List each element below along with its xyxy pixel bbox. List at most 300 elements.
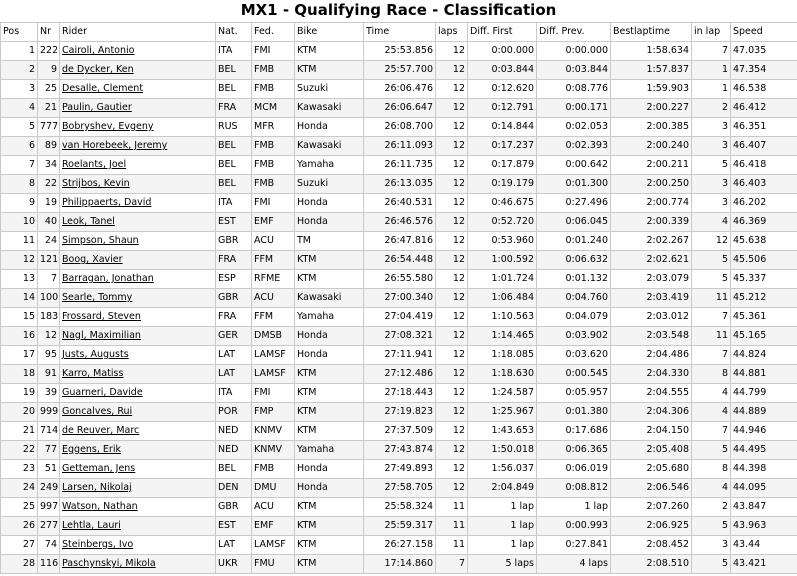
- nr-cell: 40: [38, 213, 60, 232]
- table-row: [1, 365, 797, 384]
- nat-cell: BEL: [216, 61, 252, 80]
- rider-link[interactable]: Goncalves, Rui: [60, 403, 216, 422]
- diff-prev-cell: 0:08.776: [537, 80, 611, 99]
- pos-cell: 22: [1, 441, 38, 460]
- nr-cell: 89: [38, 137, 60, 156]
- table-row: [1, 99, 797, 118]
- rider-link[interactable]: Karro, Matiss: [60, 365, 216, 384]
- time-cell: 26:08.700: [364, 118, 436, 137]
- diff-prev-cell: 0:08.812: [537, 479, 611, 498]
- pos-cell: 20: [1, 403, 38, 422]
- time-cell: 27:08.321: [364, 327, 436, 346]
- in-lap-cell: 3: [692, 194, 731, 213]
- fed-cell: FMI: [252, 42, 295, 61]
- table-row: [1, 118, 797, 137]
- nr-cell: 121: [38, 251, 60, 270]
- rider-link[interactable]: Eggens, Erik: [60, 441, 216, 460]
- bestlaptime-cell: 2:00.339: [611, 213, 692, 232]
- bike-cell: Honda: [295, 346, 364, 365]
- rider-link[interactable]: Paulin, Gautier: [60, 99, 216, 118]
- table-row: [1, 61, 797, 80]
- rider-link[interactable]: Searle, Tommy: [60, 289, 216, 308]
- bike-cell: KTM: [295, 42, 364, 61]
- diff-first-cell: 0:00.000: [468, 42, 537, 61]
- in-lap-cell: 12: [692, 232, 731, 251]
- time-cell: 26:54.448: [364, 251, 436, 270]
- table-row: [1, 270, 797, 289]
- speed-cell: 45.361: [731, 308, 797, 327]
- in-lap-cell: 7: [692, 422, 731, 441]
- laps-cell: 11: [436, 517, 468, 536]
- rider-link[interactable]: Simpson, Shaun: [60, 232, 216, 251]
- nat-cell: ITA: [216, 194, 252, 213]
- table-row: [1, 42, 797, 61]
- rider-link[interactable]: Cairoli, Antonio: [60, 42, 216, 61]
- bike-cell: Kawasaki: [295, 289, 364, 308]
- pos-cell: 28: [1, 555, 38, 574]
- column-header-rider: Rider: [60, 23, 216, 42]
- bike-cell: Yamaha: [295, 308, 364, 327]
- fed-cell: LAMSF: [252, 536, 295, 555]
- pos-cell: 11: [1, 232, 38, 251]
- nat-cell: BEL: [216, 156, 252, 175]
- in-lap-cell: 2: [692, 99, 731, 118]
- rider-link[interactable]: Frossard, Steven: [60, 308, 216, 327]
- diff-prev-cell: 0:02.053: [537, 118, 611, 137]
- speed-cell: 45.212: [731, 289, 797, 308]
- rider-link[interactable]: de Reuver, Marc: [60, 422, 216, 441]
- table-row: [1, 232, 797, 251]
- nr-cell: 9: [38, 61, 60, 80]
- laps-cell: 12: [436, 137, 468, 156]
- nat-cell: ITA: [216, 384, 252, 403]
- bike-cell: TM: [295, 232, 364, 251]
- bestlaptime-cell: 2:04.306: [611, 403, 692, 422]
- in-lap-cell: 4: [692, 403, 731, 422]
- diff-first-cell: 1:00.592: [468, 251, 537, 270]
- diff-first-cell: 0:14.844: [468, 118, 537, 137]
- diff-first-cell: 1:18.085: [468, 346, 537, 365]
- time-cell: 26:47.816: [364, 232, 436, 251]
- bestlaptime-cell: 1:59.903: [611, 80, 692, 99]
- pos-cell: 16: [1, 327, 38, 346]
- nat-cell: BEL: [216, 175, 252, 194]
- fed-cell: MCM: [252, 99, 295, 118]
- pos-cell: 21: [1, 422, 38, 441]
- nr-cell: 74: [38, 536, 60, 555]
- table-row: [1, 289, 797, 308]
- table-row: [1, 213, 797, 232]
- fed-cell: FMB: [252, 137, 295, 156]
- laps-cell: 12: [436, 441, 468, 460]
- column-header-speed: Speed: [731, 23, 797, 42]
- bike-cell: KTM: [295, 536, 364, 555]
- table-row: [1, 384, 797, 403]
- fed-cell: DMU: [252, 479, 295, 498]
- nr-cell: 34: [38, 156, 60, 175]
- laps-cell: 12: [436, 403, 468, 422]
- diff-prev-cell: 0:01.240: [537, 232, 611, 251]
- fed-cell: ACU: [252, 498, 295, 517]
- bestlaptime-cell: 2:07.260: [611, 498, 692, 517]
- nat-cell: UKR: [216, 555, 252, 574]
- time-cell: 25:58.324: [364, 498, 436, 517]
- nr-cell: 222: [38, 42, 60, 61]
- nr-cell: 249: [38, 479, 60, 498]
- pos-cell: 10: [1, 213, 38, 232]
- diff-first-cell: 0:12.620: [468, 80, 537, 99]
- pos-cell: 8: [1, 175, 38, 194]
- time-cell: 26:11.093: [364, 137, 436, 156]
- bestlaptime-cell: 2:03.548: [611, 327, 692, 346]
- diff-prev-cell: 0:06.365: [537, 441, 611, 460]
- time-cell: 27:12.486: [364, 365, 436, 384]
- bestlaptime-cell: 2:00.774: [611, 194, 692, 213]
- pos-cell: 13: [1, 270, 38, 289]
- laps-cell: 12: [436, 327, 468, 346]
- pos-cell: 19: [1, 384, 38, 403]
- speed-cell: 43.847: [731, 498, 797, 517]
- diff-prev-cell: 0:02.393: [537, 137, 611, 156]
- fed-cell: FMB: [252, 460, 295, 479]
- diff-prev-cell: 0:27.841: [537, 536, 611, 555]
- nr-cell: 997: [38, 498, 60, 517]
- diff-prev-cell: 0:00.545: [537, 365, 611, 384]
- diff-first-cell: 0:12.791: [468, 99, 537, 118]
- fed-cell: ACU: [252, 232, 295, 251]
- pos-cell: 6: [1, 137, 38, 156]
- table-row: [1, 498, 797, 517]
- diff-prev-cell: 0:00.993: [537, 517, 611, 536]
- fed-cell: DMSB: [252, 327, 295, 346]
- diff-prev-cell: 0:06.045: [537, 213, 611, 232]
- speed-cell: 44.799: [731, 384, 797, 403]
- nat-cell: ITA: [216, 42, 252, 61]
- laps-cell: 12: [436, 479, 468, 498]
- bike-cell: KTM: [295, 251, 364, 270]
- laps-cell: 12: [436, 365, 468, 384]
- pos-cell: 18: [1, 365, 38, 384]
- nr-cell: 77: [38, 441, 60, 460]
- bestlaptime-cell: 2:05.680: [611, 460, 692, 479]
- speed-cell: 44.398: [731, 460, 797, 479]
- table-row: [1, 517, 797, 536]
- diff-first-cell: 1 lap: [468, 517, 537, 536]
- fed-cell: KNMV: [252, 422, 295, 441]
- pos-cell: 4: [1, 99, 38, 118]
- bestlaptime-cell: 2:08.510: [611, 555, 692, 574]
- diff-prev-cell: 0:01.300: [537, 175, 611, 194]
- pos-cell: 17: [1, 346, 38, 365]
- classification-table: [0, 22, 797, 574]
- nat-cell: FRA: [216, 251, 252, 270]
- time-cell: 27:18.443: [364, 384, 436, 403]
- nr-cell: 95: [38, 346, 60, 365]
- rider-link[interactable]: Roelants, Joel: [60, 156, 216, 175]
- time-cell: 26:11.735: [364, 156, 436, 175]
- rider-link[interactable]: Steinbergs, Ivo: [60, 536, 216, 555]
- laps-cell: 7: [436, 555, 468, 574]
- diff-prev-cell: 0:05.957: [537, 384, 611, 403]
- column-header-fed: Fed.: [252, 23, 295, 42]
- speed-cell: 47.354: [731, 61, 797, 80]
- in-lap-cell: 7: [692, 308, 731, 327]
- laps-cell: 12: [436, 80, 468, 99]
- time-cell: 26:40.531: [364, 194, 436, 213]
- speed-cell: 44.495: [731, 441, 797, 460]
- rider-link[interactable]: Barragan, Jonathan: [60, 270, 216, 289]
- nr-cell: 777: [38, 118, 60, 137]
- laps-cell: 12: [436, 156, 468, 175]
- diff-first-cell: 0:03.844: [468, 61, 537, 80]
- speed-cell: 44.824: [731, 346, 797, 365]
- rider-link[interactable]: Strijbos, Kevin: [60, 175, 216, 194]
- pos-cell: 12: [1, 251, 38, 270]
- nr-cell: 100: [38, 289, 60, 308]
- nat-cell: EST: [216, 213, 252, 232]
- nat-cell: LAT: [216, 536, 252, 555]
- rider-link[interactable]: Paschynskyi, Mikola: [60, 555, 216, 574]
- fed-cell: FMB: [252, 80, 295, 99]
- diff-first-cell: 1:01.724: [468, 270, 537, 289]
- nat-cell: GBR: [216, 498, 252, 517]
- in-lap-cell: 11: [692, 327, 731, 346]
- time-cell: 26:55.580: [364, 270, 436, 289]
- nat-cell: NED: [216, 441, 252, 460]
- diff-first-cell: 5 laps: [468, 555, 537, 574]
- bike-cell: Honda: [295, 194, 364, 213]
- table-row: [1, 194, 797, 213]
- laps-cell: 12: [436, 42, 468, 61]
- diff-first-cell: 0:19.179: [468, 175, 537, 194]
- rider-link[interactable]: Bobryshev, Evgeny: [60, 118, 216, 137]
- speed-cell: 45.165: [731, 327, 797, 346]
- nr-cell: 51: [38, 460, 60, 479]
- bike-cell: Honda: [295, 479, 364, 498]
- bestlaptime-cell: 2:00.211: [611, 156, 692, 175]
- rider-link[interactable]: Philippaerts, David: [60, 194, 216, 213]
- diff-prev-cell: 0:06.632: [537, 251, 611, 270]
- bestlaptime-cell: 1:57.837: [611, 61, 692, 80]
- fed-cell: FMI: [252, 384, 295, 403]
- speed-cell: 45.506: [731, 251, 797, 270]
- rider-link[interactable]: Larsen, Nikolaj: [60, 479, 216, 498]
- speed-cell: 43.963: [731, 517, 797, 536]
- nr-cell: 19: [38, 194, 60, 213]
- nat-cell: FRA: [216, 308, 252, 327]
- fed-cell: FMB: [252, 175, 295, 194]
- rider-link[interactable]: Lehtla, Lauri: [60, 517, 216, 536]
- rider-link[interactable]: Getteman, Jens: [60, 460, 216, 479]
- nat-cell: ESP: [216, 270, 252, 289]
- bike-cell: Yamaha: [295, 156, 364, 175]
- in-lap-cell: 5: [692, 156, 731, 175]
- pos-cell: 14: [1, 289, 38, 308]
- table-row: [1, 251, 797, 270]
- bestlaptime-cell: 2:00.250: [611, 175, 692, 194]
- time-cell: 27:49.893: [364, 460, 436, 479]
- column-header-nr: Nr: [38, 23, 60, 42]
- diff-first-cell: 1:43.653: [468, 422, 537, 441]
- nat-cell: EST: [216, 517, 252, 536]
- speed-cell: 47.035: [731, 42, 797, 61]
- bestlaptime-cell: 2:03.419: [611, 289, 692, 308]
- in-lap-cell: 5: [692, 517, 731, 536]
- nat-cell: GER: [216, 327, 252, 346]
- in-lap-cell: 1: [692, 80, 731, 99]
- bestlaptime-cell: 2:04.330: [611, 365, 692, 384]
- diff-first-cell: 0:46.675: [468, 194, 537, 213]
- in-lap-cell: 5: [692, 441, 731, 460]
- rider-link[interactable]: Leok, Tanel: [60, 213, 216, 232]
- in-lap-cell: 8: [692, 365, 731, 384]
- time-cell: 27:00.340: [364, 289, 436, 308]
- laps-cell: 12: [436, 61, 468, 80]
- in-lap-cell: 5: [692, 270, 731, 289]
- diff-first-cell: 1:50.018: [468, 441, 537, 460]
- bike-cell: Suzuki: [295, 175, 364, 194]
- nat-cell: BEL: [216, 460, 252, 479]
- fed-cell: LAMSF: [252, 346, 295, 365]
- in-lap-cell: 2: [692, 498, 731, 517]
- fed-cell: FMB: [252, 61, 295, 80]
- bike-cell: KTM: [295, 270, 364, 289]
- diff-prev-cell: 0:03.620: [537, 346, 611, 365]
- nr-cell: 116: [38, 555, 60, 574]
- laps-cell: 12: [436, 460, 468, 479]
- diff-prev-cell: 0:27.496: [537, 194, 611, 213]
- rider-link[interactable]: Guarneri, Davide: [60, 384, 216, 403]
- fed-cell: FMP: [252, 403, 295, 422]
- laps-cell: 11: [436, 498, 468, 517]
- fed-cell: RFME: [252, 270, 295, 289]
- pos-cell: 23: [1, 460, 38, 479]
- speed-cell: 45.638: [731, 232, 797, 251]
- column-header-diff-first: Diff. First: [468, 23, 537, 42]
- fed-cell: FMB: [252, 156, 295, 175]
- pos-cell: 7: [1, 156, 38, 175]
- rider-link[interactable]: Nagl, Maximilian: [60, 327, 216, 346]
- diff-first-cell: 0:17.879: [468, 156, 537, 175]
- laps-cell: 12: [436, 99, 468, 118]
- table-row: [1, 555, 797, 574]
- fed-cell: EMF: [252, 213, 295, 232]
- bike-cell: Honda: [295, 327, 364, 346]
- bike-cell: KTM: [295, 517, 364, 536]
- pos-cell: 15: [1, 308, 38, 327]
- table-row: [1, 346, 797, 365]
- nr-cell: 999: [38, 403, 60, 422]
- nat-cell: GBR: [216, 289, 252, 308]
- pos-cell: 3: [1, 80, 38, 99]
- diff-first-cell: 1:18.630: [468, 365, 537, 384]
- laps-cell: 12: [436, 118, 468, 137]
- time-cell: 25:59.317: [364, 517, 436, 536]
- laps-cell: 12: [436, 308, 468, 327]
- table-row: [1, 175, 797, 194]
- speed-cell: 44.889: [731, 403, 797, 422]
- laps-cell: 12: [436, 346, 468, 365]
- bestlaptime-cell: 2:05.408: [611, 441, 692, 460]
- bike-cell: KTM: [295, 555, 364, 574]
- time-cell: 27:11.941: [364, 346, 436, 365]
- speed-cell: 43.44: [731, 536, 797, 555]
- table-row: [1, 137, 797, 156]
- diff-first-cell: 1:10.563: [468, 308, 537, 327]
- column-header-pos: Pos: [1, 23, 38, 42]
- time-cell: 27:04.419: [364, 308, 436, 327]
- table-row: [1, 422, 797, 441]
- speed-cell: 43.421: [731, 555, 797, 574]
- bike-cell: Yamaha: [295, 441, 364, 460]
- diff-first-cell: 0:53.960: [468, 232, 537, 251]
- speed-cell: 46.538: [731, 80, 797, 99]
- bike-cell: Honda: [295, 213, 364, 232]
- speed-cell: 46.403: [731, 175, 797, 194]
- time-cell: 26:06.647: [364, 99, 436, 118]
- column-header-diff-prev: Diff. Prev.: [537, 23, 611, 42]
- table-body: [1, 42, 797, 574]
- rider-link[interactable]: Boog, Xavier: [60, 251, 216, 270]
- time-cell: 27:58.705: [364, 479, 436, 498]
- table-row: [1, 460, 797, 479]
- bestlaptime-cell: 1:58.634: [611, 42, 692, 61]
- pos-cell: 9: [1, 194, 38, 213]
- diff-prev-cell: 0:04.760: [537, 289, 611, 308]
- bestlaptime-cell: 2:02.267: [611, 232, 692, 251]
- pos-cell: 1: [1, 42, 38, 61]
- pos-cell: 26: [1, 517, 38, 536]
- rider-link[interactable]: Desalle, Clement: [60, 80, 216, 99]
- in-lap-cell: 7: [692, 346, 731, 365]
- in-lap-cell: 4: [692, 384, 731, 403]
- column-header-nat: Nat.: [216, 23, 252, 42]
- diff-first-cell: 1 lap: [468, 536, 537, 555]
- diff-prev-cell: 0:00.642: [537, 156, 611, 175]
- nr-cell: 22: [38, 175, 60, 194]
- in-lap-cell: 7: [692, 42, 731, 61]
- in-lap-cell: 5: [692, 251, 731, 270]
- fed-cell: KNMV: [252, 441, 295, 460]
- column-header-in-lap: in lap: [692, 23, 731, 42]
- diff-prev-cell: 0:00.171: [537, 99, 611, 118]
- bike-cell: Kawasaki: [295, 99, 364, 118]
- in-lap-cell: 8: [692, 460, 731, 479]
- column-header-time: Time: [364, 23, 436, 42]
- table-row: [1, 441, 797, 460]
- bestlaptime-cell: 2:04.555: [611, 384, 692, 403]
- rider-link[interactable]: Justs, Augusts: [60, 346, 216, 365]
- laps-cell: 12: [436, 270, 468, 289]
- bike-cell: KTM: [295, 403, 364, 422]
- rider-link[interactable]: Watson, Nathan: [60, 498, 216, 517]
- bestlaptime-cell: 2:03.079: [611, 270, 692, 289]
- laps-cell: 12: [436, 251, 468, 270]
- page-title: MX1 - Qualifying Race - Classification: [240, 1, 557, 19]
- rider-link[interactable]: de Dycker, Ken: [60, 61, 216, 80]
- rider-link[interactable]: van Horebeek, Jeremy: [60, 137, 216, 156]
- diff-prev-cell: 1 lap: [537, 498, 611, 517]
- diff-first-cell: 1:25.967: [468, 403, 537, 422]
- fed-cell: MFR: [252, 118, 295, 137]
- speed-cell: 46.407: [731, 137, 797, 156]
- in-lap-cell: 3: [692, 118, 731, 137]
- diff-prev-cell: 0:04.079: [537, 308, 611, 327]
- column-header-bestlaptime: Bestlaptime: [611, 23, 692, 42]
- nat-cell: DEN: [216, 479, 252, 498]
- table-row: [1, 156, 797, 175]
- fed-cell: FMI: [252, 194, 295, 213]
